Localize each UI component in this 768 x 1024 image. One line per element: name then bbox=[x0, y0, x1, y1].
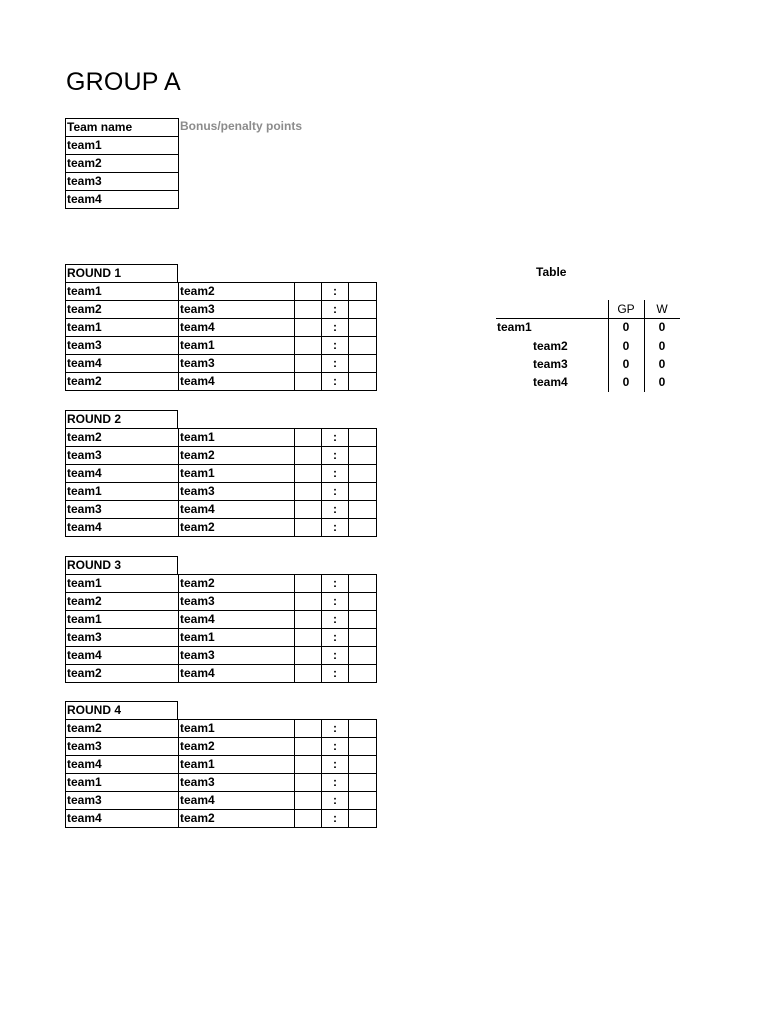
away-team-cell[interactable]: team4 bbox=[179, 319, 295, 337]
home-team-cell[interactable]: team3 bbox=[66, 792, 179, 810]
score-separator[interactable]: : bbox=[322, 593, 349, 611]
away-team-cell[interactable]: team4 bbox=[179, 665, 295, 683]
home-team-cell[interactable]: team4 bbox=[66, 519, 179, 537]
home-team-cell[interactable]: team3 bbox=[66, 629, 179, 647]
home-score-cell[interactable] bbox=[295, 792, 322, 810]
away-team-cell[interactable]: team3 bbox=[179, 647, 295, 665]
away-team-cell[interactable]: team1 bbox=[179, 465, 295, 483]
round-title: ROUND 4 bbox=[65, 701, 178, 719]
table-row bbox=[66, 155, 179, 173]
away-score-cell[interactable] bbox=[349, 429, 377, 447]
home-score-cell[interactable] bbox=[295, 465, 322, 483]
table-row bbox=[66, 191, 179, 209]
away-score-cell[interactable] bbox=[349, 647, 377, 665]
away-score-cell[interactable] bbox=[349, 738, 377, 756]
home-team-cell[interactable]: team2 bbox=[66, 593, 179, 611]
away-score-cell[interactable] bbox=[349, 774, 377, 792]
table-row bbox=[66, 483, 377, 501]
home-team-cell[interactable]: team4 bbox=[66, 756, 179, 774]
score-separator[interactable]: : bbox=[322, 792, 349, 810]
away-score-cell[interactable] bbox=[349, 575, 377, 593]
away-team-cell[interactable]: team1 bbox=[179, 429, 295, 447]
home-score-cell[interactable] bbox=[295, 483, 322, 501]
home-team-cell[interactable]: team3 bbox=[66, 501, 179, 519]
away-score-cell[interactable] bbox=[349, 283, 377, 301]
home-score-cell[interactable] bbox=[295, 810, 322, 828]
team-name-table bbox=[65, 118, 179, 209]
home-team-cell[interactable]: team1 bbox=[66, 483, 179, 501]
away-team-cell[interactable]: team4 bbox=[179, 373, 295, 391]
away-team-cell[interactable]: team4 bbox=[179, 611, 295, 629]
home-score-cell[interactable] bbox=[295, 720, 322, 738]
standings-team: team4 bbox=[533, 375, 568, 390]
table-row bbox=[66, 173, 179, 191]
home-team-cell[interactable]: team4 bbox=[66, 810, 179, 828]
away-team-cell[interactable]: team2 bbox=[179, 575, 295, 593]
away-score-cell[interactable] bbox=[349, 593, 377, 611]
score-separator[interactable]: : bbox=[322, 629, 349, 647]
home-score-cell[interactable] bbox=[295, 447, 322, 465]
away-score-cell[interactable] bbox=[349, 447, 377, 465]
away-team-cell[interactable]: team1 bbox=[179, 629, 295, 647]
score-separator[interactable]: : bbox=[322, 810, 349, 828]
score-separator[interactable]: : bbox=[322, 355, 349, 373]
away-team-cell[interactable]: team3 bbox=[179, 483, 295, 501]
away-score-cell[interactable] bbox=[349, 319, 377, 337]
home-score-cell[interactable] bbox=[295, 738, 322, 756]
home-score-cell[interactable] bbox=[295, 283, 322, 301]
group-title: GROUP A bbox=[66, 68, 181, 96]
score-separator[interactable]: : bbox=[322, 301, 349, 319]
score-separator[interactable]: : bbox=[322, 465, 349, 483]
table-row bbox=[66, 301, 377, 319]
score-separator[interactable]: : bbox=[322, 611, 349, 629]
away-score-cell[interactable] bbox=[349, 792, 377, 810]
round-matches-table bbox=[65, 282, 377, 391]
home-team-cell[interactable]: team1 bbox=[66, 319, 179, 337]
standings-w: 0 bbox=[658, 375, 666, 390]
home-team-cell[interactable]: team4 bbox=[66, 465, 179, 483]
home-team-cell[interactable]: team1 bbox=[66, 611, 179, 629]
score-separator[interactable]: : bbox=[322, 283, 349, 301]
table-row bbox=[66, 519, 377, 537]
home-score-cell[interactable] bbox=[295, 593, 322, 611]
home-team-cell[interactable]: team1 bbox=[66, 774, 179, 792]
table-row bbox=[66, 319, 377, 337]
standings-divider bbox=[644, 300, 645, 392]
table-row bbox=[66, 447, 377, 465]
away-team-cell[interactable]: team1 bbox=[179, 756, 295, 774]
home-team-cell[interactable]: team2 bbox=[66, 665, 179, 683]
bonus-penalty-label: Bonus/penalty points bbox=[180, 119, 303, 133]
table-row bbox=[66, 501, 377, 519]
away-team-cell[interactable]: team3 bbox=[179, 355, 295, 373]
standings-gp: 0 bbox=[622, 356, 630, 371]
table-row bbox=[66, 283, 377, 301]
score-separator[interactable]: : bbox=[322, 447, 349, 465]
standings-team: team2 bbox=[533, 338, 568, 353]
column-header-w: W bbox=[656, 302, 668, 316]
away-team-cell[interactable]: team3 bbox=[179, 301, 295, 319]
round-title: ROUND 2 bbox=[65, 410, 178, 428]
away-score-cell[interactable] bbox=[349, 501, 377, 519]
round-matches-table bbox=[65, 428, 377, 537]
table-row bbox=[66, 373, 377, 391]
standings-title: Table bbox=[536, 265, 567, 279]
score-separator[interactable]: : bbox=[322, 665, 349, 683]
standings-gp: 0 bbox=[622, 375, 630, 390]
home-team-cell[interactable]: team1 bbox=[66, 283, 179, 301]
home-score-cell[interactable] bbox=[295, 319, 322, 337]
score-separator[interactable]: : bbox=[322, 483, 349, 501]
table-row bbox=[66, 137, 179, 155]
away-score-cell[interactable] bbox=[349, 756, 377, 774]
table-row bbox=[66, 611, 377, 629]
table-row bbox=[66, 465, 377, 483]
table-row bbox=[66, 429, 377, 447]
team-name-cell[interactable]: team4 bbox=[66, 191, 179, 209]
score-separator[interactable]: : bbox=[322, 519, 349, 537]
table-row bbox=[66, 575, 377, 593]
away-team-cell[interactable]: team2 bbox=[179, 810, 295, 828]
team-name-cell[interactable]: team3 bbox=[66, 173, 179, 191]
home-team-cell[interactable]: team3 bbox=[66, 738, 179, 756]
home-score-cell[interactable] bbox=[295, 519, 322, 537]
table-row bbox=[66, 720, 377, 738]
standings-gp: 0 bbox=[622, 338, 630, 353]
home-score-cell[interactable] bbox=[295, 774, 322, 792]
away-score-cell[interactable] bbox=[349, 629, 377, 647]
standings-gp: 0 bbox=[622, 320, 630, 335]
home-score-cell[interactable] bbox=[295, 629, 322, 647]
standings-team: team1 bbox=[497, 320, 532, 335]
round-matches-table bbox=[65, 719, 377, 828]
team-name-header[interactable]: Team name bbox=[66, 119, 179, 137]
score-separator[interactable]: : bbox=[322, 720, 349, 738]
score-separator[interactable]: : bbox=[322, 575, 349, 593]
round-title: ROUND 3 bbox=[65, 556, 178, 574]
away-team-cell[interactable]: team2 bbox=[179, 519, 295, 537]
score-separator[interactable]: : bbox=[322, 756, 349, 774]
away-score-cell[interactable] bbox=[349, 355, 377, 373]
away-team-cell[interactable]: team2 bbox=[179, 447, 295, 465]
round-title: ROUND 1 bbox=[65, 264, 178, 282]
home-score-cell[interactable] bbox=[295, 756, 322, 774]
away-team-cell[interactable]: team4 bbox=[179, 792, 295, 810]
home-team-cell[interactable]: team4 bbox=[66, 355, 179, 373]
away-team-cell[interactable]: team2 bbox=[179, 738, 295, 756]
away-team-cell[interactable]: team1 bbox=[179, 720, 295, 738]
score-separator[interactable]: : bbox=[322, 647, 349, 665]
team-name-cell[interactable]: team2 bbox=[66, 155, 179, 173]
home-team-cell[interactable]: team3 bbox=[66, 447, 179, 465]
home-team-cell[interactable]: team2 bbox=[66, 429, 179, 447]
score-separator[interactable]: : bbox=[322, 738, 349, 756]
away-score-cell[interactable] bbox=[349, 611, 377, 629]
table-row bbox=[66, 647, 377, 665]
table-row bbox=[66, 593, 377, 611]
table-row bbox=[66, 355, 377, 373]
standings-w: 0 bbox=[658, 356, 666, 371]
away-score-cell[interactable] bbox=[349, 465, 377, 483]
home-score-cell[interactable] bbox=[295, 429, 322, 447]
home-score-cell[interactable] bbox=[295, 647, 322, 665]
home-score-cell[interactable] bbox=[295, 611, 322, 629]
away-score-cell[interactable] bbox=[349, 720, 377, 738]
table-row bbox=[66, 774, 377, 792]
home-score-cell[interactable] bbox=[295, 501, 322, 519]
score-separator[interactable]: : bbox=[322, 429, 349, 447]
away-score-cell[interactable] bbox=[349, 665, 377, 683]
score-separator[interactable]: : bbox=[322, 501, 349, 519]
away-score-cell[interactable] bbox=[349, 373, 377, 391]
standings-team: team3 bbox=[533, 356, 568, 371]
home-team-cell[interactable]: team3 bbox=[66, 337, 179, 355]
home-score-cell[interactable] bbox=[295, 337, 322, 355]
standings-divider bbox=[496, 318, 680, 319]
column-header-gp: GP bbox=[617, 302, 635, 316]
round-matches-table bbox=[65, 574, 377, 683]
standings-w: 0 bbox=[658, 338, 666, 353]
table-row bbox=[66, 792, 377, 810]
home-team-cell[interactable]: team4 bbox=[66, 647, 179, 665]
home-score-cell[interactable] bbox=[295, 301, 322, 319]
away-score-cell[interactable] bbox=[349, 519, 377, 537]
home-team-cell[interactable]: team2 bbox=[66, 720, 179, 738]
table-row bbox=[66, 810, 377, 828]
score-separator[interactable]: : bbox=[322, 774, 349, 792]
away-score-cell[interactable] bbox=[349, 483, 377, 501]
standings-divider bbox=[608, 300, 609, 392]
score-separator[interactable]: : bbox=[322, 337, 349, 355]
away-team-cell[interactable]: team4 bbox=[179, 501, 295, 519]
home-score-cell[interactable] bbox=[295, 575, 322, 593]
away-score-cell[interactable] bbox=[349, 301, 377, 319]
home-score-cell[interactable] bbox=[295, 665, 322, 683]
table-row bbox=[66, 629, 377, 647]
home-score-cell[interactable] bbox=[295, 355, 322, 373]
score-separator[interactable]: : bbox=[322, 373, 349, 391]
away-team-cell[interactable]: team2 bbox=[179, 283, 295, 301]
table-row bbox=[66, 738, 377, 756]
home-team-cell[interactable]: team2 bbox=[66, 373, 179, 391]
away-score-cell[interactable] bbox=[349, 337, 377, 355]
score-separator[interactable]: : bbox=[322, 319, 349, 337]
table-row bbox=[66, 337, 377, 355]
team-name-cell[interactable]: team1 bbox=[66, 137, 179, 155]
away-team-cell[interactable]: team3 bbox=[179, 593, 295, 611]
home-team-cell[interactable]: team2 bbox=[66, 301, 179, 319]
table-row bbox=[66, 665, 377, 683]
away-score-cell[interactable] bbox=[349, 810, 377, 828]
table-row bbox=[66, 756, 377, 774]
away-team-cell[interactable]: team3 bbox=[179, 774, 295, 792]
away-team-cell[interactable]: team1 bbox=[179, 337, 295, 355]
home-score-cell[interactable] bbox=[295, 373, 322, 391]
table-row bbox=[66, 119, 179, 137]
standings-w: 0 bbox=[658, 320, 666, 335]
home-team-cell[interactable]: team1 bbox=[66, 575, 179, 593]
